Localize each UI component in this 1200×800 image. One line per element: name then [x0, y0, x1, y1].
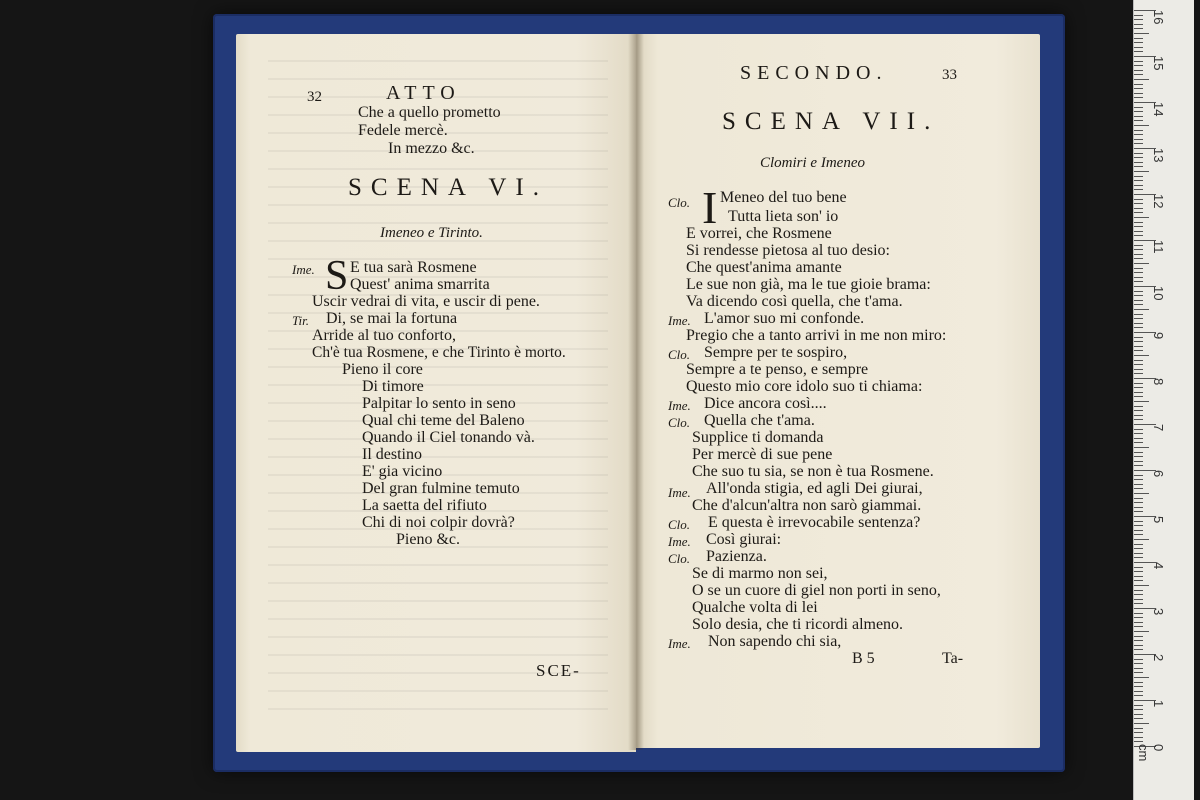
ruler-tick — [1134, 447, 1149, 448]
text-line: Del gran fulmine temuto — [362, 480, 520, 497]
text-line: Pieno &c. — [396, 531, 460, 548]
ruler-tick — [1134, 189, 1143, 190]
ruler-number: 8 — [1151, 378, 1166, 386]
ruler-tick — [1134, 567, 1143, 568]
ruler-tick — [1134, 157, 1143, 158]
ruler-tick — [1134, 70, 1143, 71]
ruler-tick — [1134, 88, 1143, 89]
speaker: Ime. — [668, 398, 691, 413]
ruler-tick — [1134, 125, 1149, 126]
ruler-tick — [1134, 235, 1143, 236]
ruler-tick — [1134, 456, 1143, 457]
text-line: Supplice ti domanda — [692, 429, 824, 446]
ruler-tick — [1134, 507, 1143, 508]
ruler-tick — [1134, 24, 1143, 25]
ruler-tick — [1134, 415, 1143, 416]
text-line: Pregio che a tanto arrivi in me non miro: — [686, 327, 947, 344]
ruler-tick — [1134, 65, 1143, 66]
ruler-tick — [1134, 143, 1143, 144]
text-line: All'onda stigia, ed agli Dei giurai, — [706, 480, 923, 497]
text-line: E questa è irrevocabile sentenza? — [708, 514, 921, 531]
text-line: Che quest'anima amante — [686, 259, 842, 276]
ruler-tick — [1134, 557, 1143, 558]
text-line: Di timore — [362, 378, 424, 395]
ruler-tick — [1134, 553, 1143, 554]
ruler-number: 13 — [1151, 148, 1166, 163]
ruler-tick — [1134, 373, 1143, 374]
ruler-number: 16 — [1151, 10, 1166, 25]
ruler-tick — [1134, 603, 1143, 604]
text-line: Il destino — [362, 446, 422, 463]
ruler-tick — [1134, 61, 1143, 62]
ruler-tick — [1134, 585, 1149, 586]
ruler-tick — [1134, 631, 1149, 632]
ruler-tick — [1134, 484, 1143, 485]
ruler-tick — [1134, 212, 1143, 213]
ruler-number: 6 — [1151, 470, 1166, 478]
text-line: Uscir vedrai di vita, e uscir di pene. — [312, 293, 540, 310]
ruler-number: 14 — [1151, 102, 1166, 117]
ruler-tick — [1134, 599, 1143, 600]
text-line: E vorrei, che Rosmene — [686, 225, 832, 242]
ruler-tick — [1134, 498, 1143, 499]
speaker: Ime. — [668, 313, 691, 328]
ruler-tick — [1134, 355, 1149, 356]
ruler-tick — [1134, 718, 1143, 719]
ruler-tick — [1134, 396, 1143, 397]
ruler-tick — [1134, 323, 1143, 324]
ruler-tick — [1134, 461, 1143, 462]
ruler-tick — [1134, 222, 1143, 223]
ruler-tick — [1134, 732, 1143, 733]
catchword: SCE- — [536, 661, 581, 680]
ruler-tick — [1134, 254, 1143, 255]
ruler-tick — [1134, 594, 1143, 595]
text-line: Quest' anima smarrita — [350, 276, 490, 293]
text-line: Meneo del tuo bene — [720, 189, 847, 206]
text-line: Qual chi teme del Baleno — [362, 412, 525, 429]
ruler-tick — [1134, 741, 1143, 742]
ruler-tick — [1134, 74, 1143, 75]
text-line: Si rendesse pietosa al tuo desio: — [686, 242, 890, 259]
speaker: Ime. — [668, 485, 691, 500]
ruler-tick — [1134, 419, 1143, 420]
text-line: E' gia vicino — [362, 463, 443, 480]
text-line: Solo desia, che ti ricordi almeno. — [692, 616, 904, 633]
ruler-tick — [1134, 19, 1143, 20]
ruler-tick — [1134, 245, 1143, 246]
ruler-tick — [1134, 571, 1143, 572]
ruler-tick — [1134, 622, 1143, 623]
ruler-tick — [1134, 166, 1143, 167]
text-line: Fedele mercè. — [358, 122, 448, 139]
text-line: Non sapendo chi sia, — [708, 633, 842, 650]
ruler-tick — [1134, 728, 1143, 729]
ruler-tick — [1134, 97, 1143, 98]
ruler-tick — [1134, 153, 1143, 154]
ruler-tick — [1134, 337, 1143, 338]
ruler-tick — [1134, 695, 1143, 696]
ruler-tick — [1134, 360, 1143, 361]
text-line: Che a quello prometto — [358, 104, 501, 121]
characters: Imeneo e Tirinto. — [380, 225, 483, 241]
text-line: La saetta del rifiuto — [362, 497, 487, 514]
scene-title: SCENA VII. — [722, 108, 940, 135]
ruler-tick — [1134, 185, 1143, 186]
ruler-tick — [1134, 429, 1143, 430]
ruler-number: 9 — [1151, 332, 1166, 340]
ruler-tick — [1134, 304, 1143, 305]
ruler-tick — [1134, 479, 1143, 480]
ruler-tick — [1134, 544, 1143, 545]
ruler-tick — [1134, 530, 1143, 531]
ruler-number: 12 — [1151, 194, 1166, 209]
ruler-tick — [1134, 502, 1143, 503]
ruler-tick — [1134, 539, 1149, 540]
ruler-tick — [1134, 548, 1143, 549]
ruler-tick — [1134, 677, 1149, 678]
speaker: Ime. — [668, 534, 691, 549]
speaker: Tir. — [292, 313, 309, 328]
ruler-tick — [1134, 369, 1143, 370]
ruler-tick — [1134, 465, 1143, 466]
ruler-tick — [1134, 659, 1143, 660]
ruler-tick — [1134, 42, 1143, 43]
text-line: Sempre per te sospiro, — [704, 344, 848, 361]
drop-initial: I — [702, 182, 718, 233]
text-line: Quando il Ciel tonando và. — [362, 429, 535, 446]
drop-initial: S — [325, 253, 349, 299]
speaker: Ime. — [668, 636, 691, 651]
ruler-tick — [1134, 383, 1143, 384]
ruler-tick — [1134, 130, 1143, 131]
text-line: E tua sarà Rosmene — [350, 259, 477, 276]
speaker: Clo. — [668, 517, 691, 532]
ruler-tick — [1134, 199, 1143, 200]
speaker: Ime. — [292, 262, 315, 277]
speaker: Clo. — [668, 551, 691, 566]
ruler-tick — [1134, 162, 1143, 163]
text-line: Le sue non già, ma le tue gioie brama: — [686, 276, 931, 293]
ruler-tick — [1134, 120, 1143, 121]
text-line: Pazienza. — [706, 548, 767, 565]
text-line: Tutta lieta son' io — [728, 208, 839, 225]
ruler-tick — [1134, 268, 1143, 269]
text-line: Qualche volta di lei — [692, 599, 818, 616]
ruler-number: 7 — [1151, 424, 1166, 432]
text-line: Chi di noi colpir dovrà? — [362, 514, 515, 531]
ruler-tick — [1134, 410, 1143, 411]
ruler-number: 5 — [1151, 516, 1166, 524]
page-number: 33 — [942, 67, 957, 83]
ruler-tick — [1134, 346, 1143, 347]
ruler-number: 2 — [1151, 654, 1166, 662]
ruler-tick — [1134, 636, 1143, 637]
text-line: Quella che t'ama. — [704, 412, 815, 429]
ruler-tick — [1134, 79, 1149, 80]
ruler-tick — [1134, 277, 1143, 278]
ruler-tick — [1134, 387, 1143, 388]
ruler-tick — [1134, 263, 1149, 264]
ruler-tick — [1134, 350, 1143, 351]
text-line: Sempre a te penso, e sempre — [686, 361, 869, 378]
ruler-number: 1 — [1151, 700, 1166, 708]
ruler-tick — [1134, 226, 1143, 227]
ruler-number: 11 — [1151, 240, 1166, 254]
ruler-tick — [1134, 438, 1143, 439]
text-line: L'amor suo mi confonde. — [704, 310, 865, 327]
text-line: O se un cuore di giel non porti in seno, — [692, 582, 941, 599]
text-line: Così giurai: — [706, 531, 782, 548]
text-line: In mezzo &c. — [388, 140, 475, 157]
ruler-tick — [1134, 649, 1143, 650]
ruler-tick — [1134, 672, 1143, 673]
ruler-tick — [1134, 640, 1143, 641]
ruler-tick — [1134, 511, 1143, 512]
page-number: 32 — [307, 89, 322, 105]
ruler-tick — [1134, 364, 1143, 365]
ruler-tick — [1134, 249, 1143, 250]
ruler-tick — [1134, 493, 1149, 494]
ruler-number: 4 — [1151, 562, 1166, 570]
ruler-tick — [1134, 475, 1143, 476]
ruler-tick — [1134, 488, 1143, 489]
text-line: Dice ancora così.... — [704, 395, 827, 412]
ruler-tick — [1134, 281, 1143, 282]
ruler-tick — [1134, 33, 1149, 34]
text-line: Di, se mai la fortuna — [326, 310, 458, 327]
ruler-tick — [1134, 180, 1143, 181]
ruler-tick — [1134, 525, 1143, 526]
text-line: Per mercè di sue pene — [692, 446, 833, 463]
ruler-tick — [1134, 134, 1143, 135]
characters: Clomiri e Imeneo — [760, 155, 865, 171]
ruler-number: 3 — [1151, 608, 1166, 616]
ruler-tick — [1134, 737, 1143, 738]
ruler-tick — [1134, 705, 1143, 706]
ruler-tick — [1134, 645, 1143, 646]
ruler-tick — [1134, 139, 1143, 140]
ruler-tick — [1134, 613, 1143, 614]
ruler-tick — [1134, 576, 1143, 577]
ruler-tick — [1134, 318, 1143, 319]
catchword: Ta- — [942, 650, 964, 667]
running-head: SECONDO. — [740, 62, 888, 84]
ruler-tick — [1134, 84, 1143, 85]
ruler-unit-label: 0 cm — [1136, 744, 1166, 762]
ruler-tick — [1134, 691, 1143, 692]
ruler-tick — [1134, 723, 1149, 724]
ruler-tick — [1134, 682, 1143, 683]
ruler-tick — [1134, 663, 1143, 664]
ruler-tick — [1134, 272, 1143, 273]
ruler-tick — [1134, 38, 1143, 39]
ruler-tick — [1134, 300, 1143, 301]
ruler-tick — [1134, 392, 1143, 393]
ruler-tick — [1134, 327, 1143, 328]
ruler-tick — [1134, 111, 1143, 112]
text-line: Che d'alcun'altra non sarò giammai. — [692, 497, 922, 514]
gutter — [628, 34, 644, 750]
ruler-tick — [1134, 203, 1143, 204]
ruler-tick — [1134, 442, 1143, 443]
ruler-number: 10 — [1151, 286, 1166, 301]
ruler-tick — [1134, 590, 1143, 591]
ruler-tick — [1134, 171, 1149, 172]
ruler-tick — [1134, 521, 1143, 522]
speaker: Clo. — [668, 415, 691, 430]
measuring-ruler — [1133, 0, 1194, 800]
ruler-tick — [1134, 714, 1143, 715]
ruler-tick — [1134, 258, 1143, 259]
text-line: Pieno il core — [342, 361, 423, 378]
ruler-tick — [1134, 107, 1143, 108]
text-line: Palpitar lo sento in seno — [362, 395, 516, 412]
ruler-tick — [1134, 28, 1143, 29]
ruler-tick — [1134, 668, 1143, 669]
ruler-tick — [1134, 231, 1143, 232]
speaker: Clo. — [668, 347, 691, 362]
text-line: Va dicendo così quella, che t'ama. — [686, 293, 903, 310]
ruler-tick — [1134, 15, 1143, 16]
ruler-tick — [1134, 309, 1149, 310]
text-line: Ch'è tua Rosmene, e che Tirinto è morto. — [312, 344, 566, 361]
running-head: ATTO — [386, 82, 461, 104]
ruler-tick — [1134, 116, 1143, 117]
ruler-tick — [1134, 176, 1143, 177]
ruler-tick — [1134, 47, 1143, 48]
text-line: Se di marmo non sei, — [692, 565, 828, 582]
ruler-tick — [1134, 401, 1149, 402]
signature-mark: B 5 — [852, 650, 875, 667]
ruler-tick — [1134, 617, 1143, 618]
ruler-tick — [1134, 580, 1143, 581]
ruler-tick — [1134, 452, 1143, 453]
ruler-tick — [1134, 93, 1143, 94]
scene-title: SCENA VI. — [348, 174, 549, 201]
ruler-tick — [1134, 217, 1149, 218]
ruler-tick — [1134, 341, 1143, 342]
ruler-number: 15 — [1151, 56, 1166, 71]
ruler-tick — [1134, 433, 1143, 434]
speaker: Clo. — [668, 195, 691, 210]
ruler-tick — [1134, 626, 1143, 627]
text-line: Arride al tuo conforto, — [312, 327, 456, 344]
ruler-tick — [1134, 291, 1143, 292]
text-line: Questo mio core idolo suo ti chiama: — [686, 378, 923, 395]
ruler-tick — [1134, 406, 1143, 407]
text-line: Che suo tu sia, se non è tua Rosmene. — [692, 463, 934, 480]
ruler-tick — [1134, 709, 1143, 710]
ruler-tick — [1134, 208, 1143, 209]
ruler-tick — [1134, 51, 1143, 52]
ruler-tick — [1134, 295, 1143, 296]
ruler-tick — [1134, 686, 1143, 687]
ruler-tick — [1134, 534, 1143, 535]
ruler-tick — [1134, 314, 1143, 315]
